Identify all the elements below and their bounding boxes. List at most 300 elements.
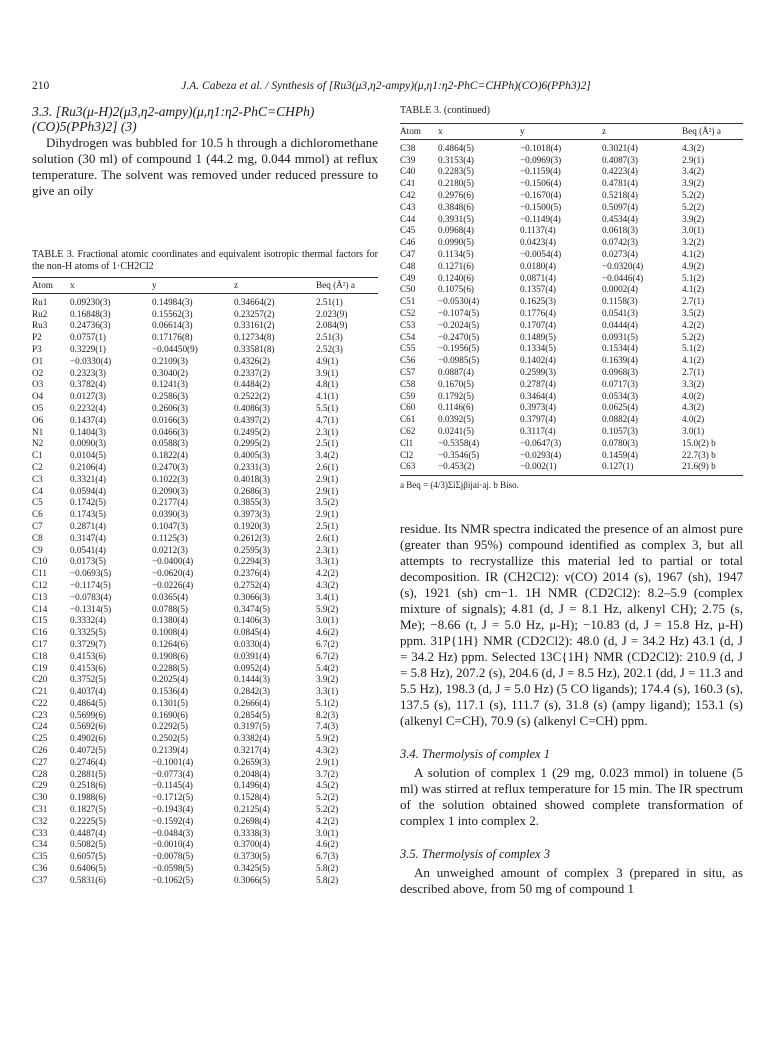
atom-cell: N2 <box>32 438 44 449</box>
atom-cell: C42 <box>400 189 416 200</box>
table-row <box>32 875 378 889</box>
table-row <box>32 851 378 863</box>
table-row <box>400 308 743 320</box>
beq-cell: 2.9(1) <box>316 473 339 484</box>
x-cell: 0.5692(6) <box>70 721 106 732</box>
beq-cell: 2.6(1) <box>316 461 339 472</box>
atom-cell: C52 <box>400 307 416 318</box>
atom-cell: C33 <box>32 827 48 838</box>
atom-cell: C26 <box>32 745 48 756</box>
x-cell: 0.0104(5) <box>70 450 106 461</box>
z-cell: 0.2854(5) <box>234 709 270 720</box>
beq-cell: 5.2(2) <box>682 189 705 200</box>
beq-cell: 4.7(1) <box>316 414 339 425</box>
atom-cell: C34 <box>32 839 48 850</box>
z-cell: 0.4018(3) <box>234 473 270 484</box>
y-cell: 0.1008(4) <box>152 627 188 638</box>
beq-cell: 3.0(1) <box>316 615 339 626</box>
x-cell: 0.3729(7) <box>70 638 106 649</box>
z-cell: 0.4087(3) <box>602 154 638 165</box>
beq-cell: 3.5(2) <box>682 307 705 318</box>
table-row <box>32 309 378 321</box>
atom-cell: C37 <box>32 874 48 885</box>
beq-cell: 4.1(1) <box>316 391 339 402</box>
atom-cell: C11 <box>32 568 47 579</box>
z-cell: 0.4223(4) <box>602 166 638 177</box>
beq-cell: 21.6(9) b <box>682 461 716 472</box>
beq-cell: 4.2(2) <box>682 319 705 330</box>
beq-cell: 3.3(1) <box>316 686 339 697</box>
z-cell: 0.4326(2) <box>234 355 270 366</box>
y-cell: 0.14984(3) <box>152 296 193 307</box>
x-cell: −0.0985(5) <box>438 355 480 366</box>
z-cell: 0.1528(4) <box>234 792 270 803</box>
y-cell: 0.2502(5) <box>152 733 188 744</box>
x-cell: 0.2225(5) <box>70 815 106 826</box>
y-cell: 0.2292(5) <box>152 721 188 732</box>
z-cell: 0.33161(2) <box>234 320 275 331</box>
y-cell: 0.3973(4) <box>520 402 556 413</box>
atom-cell: O1 <box>32 355 44 366</box>
table-row <box>400 379 743 391</box>
atom-cell: C15 <box>32 615 48 626</box>
x-cell: −0.0330(4) <box>70 355 112 366</box>
beq-cell: 3.9(2) <box>316 674 339 685</box>
x-cell: 0.0127(3) <box>70 391 106 402</box>
x-cell: −0.1074(5) <box>438 307 480 318</box>
z-cell: 0.0330(4) <box>234 638 270 649</box>
x-cell: −0.3546(5) <box>438 449 480 460</box>
z-cell: 0.2698(4) <box>234 815 270 826</box>
z-cell: 0.34664(2) <box>234 296 275 307</box>
table-row <box>32 533 378 545</box>
table-row <box>32 545 378 557</box>
x-cell: 0.0173(5) <box>70 556 106 567</box>
beq-cell: 3.0(1) <box>682 425 705 436</box>
z-cell: 0.3197(5) <box>234 721 270 732</box>
atom-cell: C45 <box>400 225 416 236</box>
table-row <box>32 863 378 875</box>
z-cell: 0.5218(4) <box>602 189 638 200</box>
y-cell: 0.0466(3) <box>152 426 188 437</box>
z-cell: 0.3021(4) <box>602 142 638 153</box>
atom-cell: C57 <box>400 366 416 377</box>
z-cell: 0.0952(4) <box>234 662 270 673</box>
beq-cell: 4.0(2) <box>682 390 705 401</box>
y-cell: 0.1625(3) <box>520 296 556 307</box>
y-cell: 0.17176(8) <box>152 332 193 343</box>
z-cell: 0.5097(4) <box>602 201 638 212</box>
atom-cell: C13 <box>32 591 48 602</box>
y-cell: 0.1402(4) <box>520 355 556 366</box>
beq-cell: 2.5(1) <box>316 438 339 449</box>
beq-cell: 3.4(2) <box>316 450 339 461</box>
y-cell: 0.2599(3) <box>520 366 556 377</box>
x-cell: 0.5699(6) <box>70 709 106 720</box>
y-cell: −0.0400(4) <box>152 556 194 567</box>
atom-cell: O3 <box>32 379 44 390</box>
y-cell: −0.1943(4) <box>152 804 194 815</box>
x-cell: 0.16848(3) <box>70 308 111 319</box>
x-cell: 0.3153(4) <box>438 154 474 165</box>
beq-cell: 2.9(1) <box>316 485 339 496</box>
x-cell: 0.4864(5) <box>70 697 106 708</box>
x-cell: −0.2470(5) <box>438 331 480 342</box>
y-cell: 0.0788(5) <box>152 603 188 614</box>
atom-cell: C32 <box>32 815 48 826</box>
table-row <box>32 627 378 639</box>
y-cell: 0.0588(3) <box>152 438 188 449</box>
table3-right <box>400 123 743 476</box>
atom-cell: C63 <box>400 461 416 472</box>
z-cell: 0.3338(3) <box>234 827 270 838</box>
table-row <box>400 261 743 273</box>
y-cell: −0.002(1) <box>520 461 557 472</box>
atom-cell: O2 <box>32 367 44 378</box>
z-cell: 0.2752(4) <box>234 579 270 590</box>
beq-cell: 3.3(2) <box>682 378 705 389</box>
atom-cell: P2 <box>32 332 42 343</box>
beq-cell: 3.7(2) <box>316 768 339 779</box>
beq-cell: 6.7(2) <box>316 650 339 661</box>
x-cell: 0.09230(3) <box>70 296 111 307</box>
z-cell: 0.1158(3) <box>602 296 638 307</box>
beq-cell: 5.1(2) <box>316 697 339 708</box>
y-cell: 0.0423(4) <box>520 237 556 248</box>
table-row <box>400 450 743 462</box>
y-cell: −0.1001(4) <box>152 756 194 767</box>
x-cell: 0.0968(4) <box>438 225 474 236</box>
table-row <box>400 155 743 167</box>
y-cell: 0.1137(4) <box>520 225 556 236</box>
beq-cell: 8.2(3) <box>316 709 339 720</box>
table-row <box>32 769 378 781</box>
x-cell: 0.2518(6) <box>70 780 106 791</box>
y-cell: 0.2470(3) <box>152 461 188 472</box>
atom-cell: C17 <box>32 638 48 649</box>
beq-cell: 5.2(2) <box>682 331 705 342</box>
beq-cell: 2.3(1) <box>316 426 339 437</box>
beq-cell: 5.8(2) <box>316 863 339 874</box>
atom-cell: C12 <box>32 579 48 590</box>
x-cell: 0.3147(4) <box>70 532 106 543</box>
beq-cell: 4.9(2) <box>682 260 705 271</box>
x-cell: 0.1404(3) <box>70 426 106 437</box>
z-cell: 0.33581(8) <box>234 343 275 354</box>
table-row <box>400 343 743 355</box>
x-cell: 0.0090(3) <box>70 438 106 449</box>
z-cell: 0.4086(3) <box>234 402 270 413</box>
table-row <box>400 438 743 450</box>
table-row <box>32 804 378 816</box>
x-cell: 0.0887(4) <box>438 366 474 377</box>
z-cell: 0.2294(3) <box>234 556 270 567</box>
x-cell: 0.6057(5) <box>70 851 106 862</box>
y-cell: 0.2139(4) <box>152 745 188 756</box>
beq-cell: 3.4(1) <box>316 591 339 602</box>
table-row <box>32 438 378 450</box>
y-cell: −0.1159(4) <box>520 166 561 177</box>
atom-cell: C58 <box>400 378 416 389</box>
beq-cell: 4.0(2) <box>682 414 705 425</box>
y-cell: 0.1776(4) <box>520 307 556 318</box>
z-cell: 0.0618(3) <box>602 225 638 236</box>
section-3-3-paragraph: Dihydrogen was bubbled for 10.5 h through a dichloromethane solution (30 ml) of compound 1 (44.2 mg, 0.044 mmol) at reflux temperature. The solvent was removed under reduced pressure to give an oily <box>32 135 378 198</box>
section-3-4-paragraph: A solution of complex 1 (29 mg, 0.023 mmol) in toluene (5 ml) was stirred at reflux temperature for 15 min. The IR spectrum of the solution obtained showed complete transformation of complex 1 into complex 2. <box>400 765 743 829</box>
beq-cell: 2.7(1) <box>682 366 705 377</box>
table-row <box>400 225 743 237</box>
table-row <box>32 816 378 828</box>
beq-cell: 3.9(1) <box>316 367 339 378</box>
x-cell: −0.2024(5) <box>438 319 480 330</box>
beq-cell: 3.3(1) <box>316 556 339 567</box>
beq-cell: 6.7(2) <box>316 638 339 649</box>
z-cell: −0.0446(4) <box>602 272 644 283</box>
z-cell: 0.4397(2) <box>234 414 270 425</box>
x-cell: 0.2871(4) <box>70 520 106 531</box>
table-row <box>32 462 378 474</box>
z-cell: 0.2842(3) <box>234 686 270 697</box>
beq-cell: 5.2(2) <box>316 804 339 815</box>
table-row <box>32 344 378 356</box>
x-cell: 0.1792(5) <box>438 390 474 401</box>
table-row <box>32 686 378 698</box>
atom-cell: C48 <box>400 260 416 271</box>
beq-cell: 3.5(2) <box>316 497 339 508</box>
y-cell: −0.1712(5) <box>152 792 194 803</box>
col-header-beq: Beq (Å²) a <box>316 280 355 290</box>
atom-cell: C39 <box>400 154 416 165</box>
y-cell: −0.1592(4) <box>152 815 194 826</box>
beq-cell: 4.3(2) <box>316 745 339 756</box>
x-cell: 0.1075(6) <box>438 284 474 295</box>
table-row <box>32 450 378 462</box>
beq-cell: 4.3(2) <box>316 579 339 590</box>
beq-cell: 4.2(2) <box>316 568 339 579</box>
beq-cell: 5.8(2) <box>316 874 339 885</box>
atom-cell: C28 <box>32 768 48 779</box>
beq-cell: 5.1(2) <box>682 272 705 283</box>
x-cell: 0.3321(4) <box>70 473 106 484</box>
y-cell: −0.1018(4) <box>520 142 562 153</box>
section-3-4-heading: 3.4. Thermolysis of complex 1 <box>400 747 550 762</box>
atom-cell: C9 <box>32 544 43 555</box>
table-row <box>400 237 743 249</box>
running-title: J.A. Cabeza et al. / Synthesis of [Ru3(μ3,η2-ampy)(μ,η1:η2-PhC=CHPh)(CO)6(PPh3)2] <box>181 80 591 92</box>
z-cell: 0.3425(5) <box>234 863 270 874</box>
z-cell: 0.3700(4) <box>234 839 270 850</box>
y-cell: −0.0969(3) <box>520 154 562 165</box>
x-cell: −0.0783(4) <box>70 591 112 602</box>
table-row <box>400 414 743 426</box>
beq-cell: 5.4(2) <box>316 662 339 673</box>
beq-cell: 3.0(1) <box>316 827 339 838</box>
atom-cell: C27 <box>32 756 48 767</box>
x-cell: 0.0241(5) <box>438 425 474 436</box>
atom-cell: C18 <box>32 650 48 661</box>
x-cell: 0.4153(6) <box>70 650 106 661</box>
x-cell: 0.3332(4) <box>70 615 106 626</box>
table-row <box>32 592 378 604</box>
z-cell: 0.1459(4) <box>602 449 638 460</box>
atom-cell: C25 <box>32 733 48 744</box>
x-cell: 0.2323(3) <box>70 367 106 378</box>
z-cell: 0.2686(3) <box>234 485 270 496</box>
y-cell: −0.0620(4) <box>152 568 194 579</box>
z-cell: 0.12734(8) <box>234 332 275 343</box>
z-cell: 0.2376(4) <box>234 568 270 579</box>
atom-cell: C10 <box>32 556 48 567</box>
atom-cell: C43 <box>400 201 416 212</box>
y-cell: 0.2606(3) <box>152 402 188 413</box>
section-3-5-paragraph: An unweighed amount of complex 3 (prepared in situ, as described above, from 50 mg of compound 1 <box>400 865 743 897</box>
atom-cell: C6 <box>32 509 43 520</box>
z-cell: 0.0780(3) <box>602 437 638 448</box>
atom-cell: C1 <box>32 450 43 461</box>
y-cell: 0.1380(4) <box>152 615 188 626</box>
table-row <box>32 403 378 415</box>
atom-cell: C21 <box>32 686 48 697</box>
table-row <box>32 792 378 804</box>
x-cell: 0.1670(5) <box>438 378 474 389</box>
x-cell: 0.4072(5) <box>70 745 106 756</box>
atom-cell: C8 <box>32 532 43 543</box>
beq-cell: 4.3(2) <box>682 142 705 153</box>
table-row <box>32 332 378 344</box>
beq-cell: 2.9(1) <box>316 509 339 520</box>
y-cell: 0.1489(5) <box>520 331 556 342</box>
beq-cell: 6.7(3) <box>316 851 339 862</box>
x-cell: 0.3931(5) <box>438 213 474 224</box>
beq-cell: 3.2(2) <box>682 237 705 248</box>
z-cell: 0.1639(4) <box>602 355 638 366</box>
z-cell: 0.1406(3) <box>234 615 270 626</box>
z-cell: 0.1057(3) <box>602 425 638 436</box>
y-cell: 0.1707(4) <box>520 319 556 330</box>
z-cell: 0.4781(4) <box>602 178 638 189</box>
x-cell: −0.1314(5) <box>70 603 112 614</box>
z-cell: 0.3973(3) <box>234 509 270 520</box>
atom-cell: C54 <box>400 331 416 342</box>
x-cell: 0.24736(3) <box>70 320 111 331</box>
z-cell: 0.1444(3) <box>234 674 270 685</box>
atom-cell: Ru2 <box>32 308 48 319</box>
table-row <box>32 415 378 427</box>
atom-cell: C16 <box>32 627 48 638</box>
atom-cell: O4 <box>32 391 44 402</box>
x-cell: −0.1174(5) <box>70 579 111 590</box>
z-cell: 0.2612(3) <box>234 532 270 543</box>
table-row <box>400 190 743 202</box>
y-cell: 0.1125(3) <box>152 532 188 543</box>
x-cell: 0.0594(4) <box>70 485 106 496</box>
atom-cell: C23 <box>32 709 48 720</box>
table-row <box>32 293 378 308</box>
table-row <box>32 674 378 686</box>
x-cell: 0.2180(5) <box>438 178 474 189</box>
z-cell: 0.0882(4) <box>602 414 638 425</box>
table-row <box>32 356 378 368</box>
y-cell: 0.2288(5) <box>152 662 188 673</box>
y-cell: −0.0293(4) <box>520 449 562 460</box>
atom-cell: C40 <box>400 166 416 177</box>
table-row <box>400 178 743 190</box>
table-row <box>400 355 743 367</box>
atom-cell: C50 <box>400 284 416 295</box>
atom-cell: C14 <box>32 603 48 614</box>
z-cell: 0.2522(2) <box>234 391 270 402</box>
atom-cell: C4 <box>32 485 43 496</box>
section-3-3-heading: 3.3. [Ru3(μ-H)2(μ3,η2-ampy)(μ,η1:η2-PhC=CHPh) (CO)5(PPh3)2] (3) <box>32 104 315 134</box>
x-cell: 0.1146(6) <box>438 402 474 413</box>
x-cell: −0.1956(5) <box>438 343 480 354</box>
y-cell: 0.3117(4) <box>520 425 556 436</box>
beq-cell: 3.0(1) <box>682 225 705 236</box>
beq-cell: 2.023(9) <box>316 308 348 319</box>
y-cell: −0.1062(5) <box>152 874 194 885</box>
y-cell: −0.1670(4) <box>520 189 562 200</box>
z-cell: 0.3855(3) <box>234 497 270 508</box>
z-cell: 0.0742(3) <box>602 237 638 248</box>
table-row <box>32 556 378 568</box>
table3-footnote: a Beq = (4/3)ΣiΣjβijai·aj. b Biso. <box>400 480 519 491</box>
table-row <box>32 379 378 391</box>
table-row <box>400 332 743 344</box>
z-cell: 0.0625(4) <box>602 402 638 413</box>
atom-cell: C3 <box>32 473 43 484</box>
x-cell: 0.4487(4) <box>70 827 106 838</box>
table-row <box>400 320 743 332</box>
z-cell: 0.2331(3) <box>234 461 270 472</box>
x-cell: 0.4902(6) <box>70 733 106 744</box>
x-cell: 0.2232(4) <box>70 402 106 413</box>
beq-cell: 5.9(2) <box>316 603 339 614</box>
atom-cell: C20 <box>32 674 48 685</box>
atom-cell: C60 <box>400 402 416 413</box>
x-cell: 0.2976(6) <box>438 189 474 200</box>
table-row <box>400 367 743 379</box>
table3-left <box>32 277 378 889</box>
beq-cell: 2.7(1) <box>682 296 705 307</box>
x-cell: 0.4864(5) <box>438 142 474 153</box>
y-cell: −0.1506(4) <box>520 178 562 189</box>
y-cell: −0.0054(4) <box>520 248 562 259</box>
atom-cell: C46 <box>400 237 416 248</box>
beq-cell: 4.8(1) <box>316 379 339 390</box>
section-3-5-heading: 3.5. Thermolysis of complex 3 <box>400 847 550 862</box>
y-cell: 0.0166(3) <box>152 414 188 425</box>
atom-cell: C56 <box>400 355 416 366</box>
z-cell: 0.2666(4) <box>234 697 270 708</box>
atom-cell: C62 <box>400 425 416 436</box>
table3-continued-caption: TABLE 3. (continued) <box>400 105 491 116</box>
col-header-y: y <box>152 280 157 290</box>
atom-cell: C53 <box>400 319 416 330</box>
table-row <box>32 698 378 710</box>
x-cell: 0.1988(6) <box>70 792 106 803</box>
table-row <box>400 166 743 178</box>
x-cell: 0.1437(4) <box>70 414 106 425</box>
atom-cell: C49 <box>400 272 416 283</box>
x-cell: 0.0392(5) <box>438 414 474 425</box>
z-cell: 0.2995(2) <box>234 438 270 449</box>
x-cell: 0.2746(4) <box>70 756 106 767</box>
beq-cell: 2.6(1) <box>316 532 339 543</box>
z-cell: 0.0444(4) <box>602 319 638 330</box>
beq-cell: 2.5(1) <box>316 520 339 531</box>
beq-cell: 2.52(3) <box>316 343 343 354</box>
x-cell: 0.1134(5) <box>438 248 474 259</box>
